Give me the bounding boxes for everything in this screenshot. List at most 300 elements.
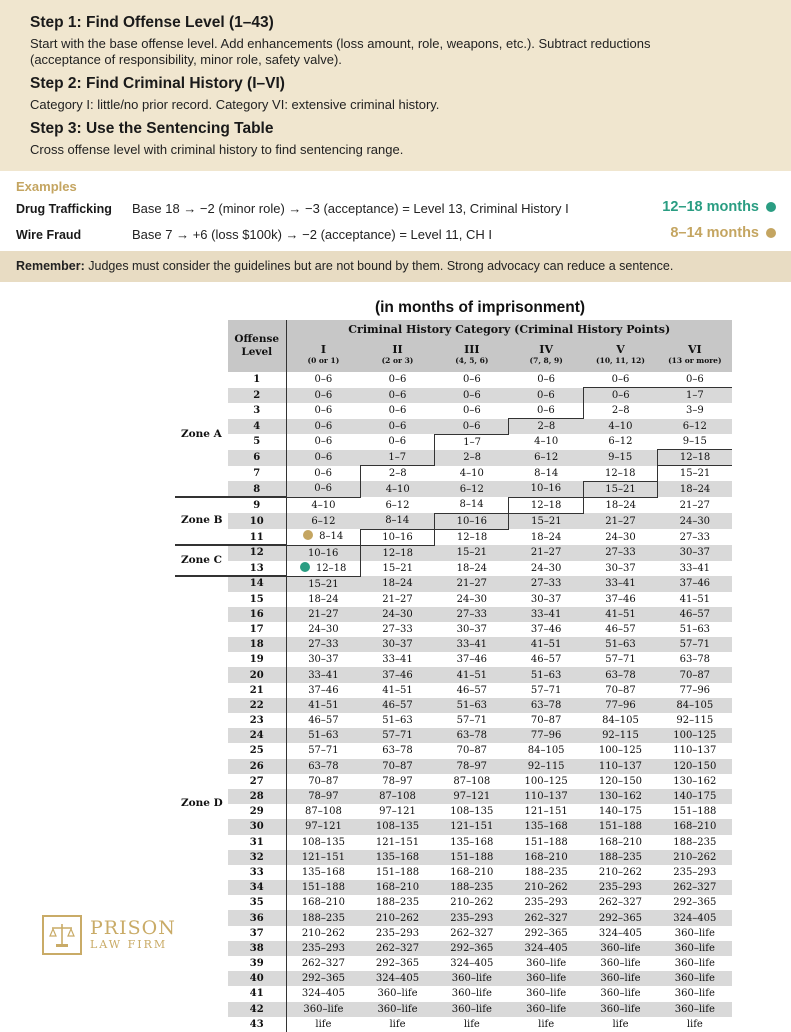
sentence-range-cell: 135–168 <box>360 850 434 865</box>
table-row <box>228 926 732 941</box>
sentence-range-cell: 0–6 <box>360 419 434 435</box>
sentence-range-cell: 63–78 <box>286 759 360 774</box>
sentence-range-cell: life <box>315 1018 332 1030</box>
sentence-range-cell: 51–63 <box>583 637 657 652</box>
offense-level-cell: 43 <box>228 1017 286 1032</box>
sentence-range-cell: 97–121 <box>379 806 416 818</box>
sentence-range-cell: 46–57 <box>456 684 488 696</box>
sentence-range-cell: 292–365 <box>673 897 717 909</box>
sentence-range-cell: 151–188 <box>583 819 657 834</box>
sentence-range-cell: 87–108 <box>360 789 434 804</box>
sentence-range-cell: 33–41 <box>382 654 413 666</box>
sentence-range-cell: 0–6 <box>685 374 704 385</box>
sentence-range-cell: 188–235 <box>583 850 657 865</box>
sentence-range-cell: 10–16 <box>509 481 583 497</box>
sentence-range-cell: 33–41 <box>286 667 360 682</box>
sentence-range-cell: 151–188 <box>375 866 420 878</box>
sentence-range-cell: 21–27 <box>583 513 657 529</box>
sentence-range-cell: 24–30 <box>308 623 339 635</box>
step-2-body: Category I: little/no prior record. Category VI: extensive criminal history. <box>30 97 440 112</box>
sentence-range-cell: 77–96 <box>679 684 711 696</box>
sentence-range-cell: 360–life <box>658 1002 732 1017</box>
sentence-range-cell: 0–6 <box>388 374 407 386</box>
offense-level-cell: 3 <box>228 403 286 419</box>
offense-level-cell: 18 <box>228 637 286 652</box>
sentence-range-cell: 27–33 <box>286 637 360 652</box>
zone-divider <box>175 575 286 577</box>
sentence-range-cell: 87–108 <box>453 775 491 787</box>
table-row <box>228 497 732 513</box>
category-header-VI <box>658 338 732 372</box>
table-row <box>228 403 732 419</box>
examples-heading: Examples <box>16 179 77 194</box>
table-row <box>228 850 732 865</box>
sentence-range-cell: 324–405 <box>658 910 732 925</box>
sentence-range-cell: 292–365 <box>583 910 657 925</box>
sentence-range-cell: 30–37 <box>530 593 562 605</box>
sentence-range-cell: 27–33 <box>509 576 583 592</box>
offense-level-cell: 33 <box>228 865 286 880</box>
offense-level-cell: 2 <box>228 388 286 404</box>
offense-level-cell: 28 <box>228 789 286 804</box>
sentence-range-cell: 360–life <box>526 988 567 1000</box>
sentence-range-cell: 235–293 <box>583 880 657 895</box>
step-1 <box>30 13 791 68</box>
sentence-range-cell: 360–life <box>674 988 715 1000</box>
sentence-range-cell: 63–78 <box>509 698 583 713</box>
sentence-range-cell: 41–51 <box>435 667 509 682</box>
sentence-range-cell: 6–12 <box>435 481 509 497</box>
table-row <box>228 956 732 971</box>
sentence-range-cell: 324–405 <box>301 988 345 1000</box>
sentence-range-cell: 12–18 <box>286 561 360 577</box>
sentence-range-cell: 41–51 <box>679 593 711 605</box>
table-row <box>228 743 732 758</box>
sentence-range-cell: 33–41 <box>435 637 509 652</box>
offense-level-cell: 30 <box>228 819 286 834</box>
table-row <box>228 607 732 622</box>
sentence-range-cell: 8–14 <box>360 513 434 529</box>
sentence-range-cell: 360–life <box>451 988 492 1000</box>
sentence-range-cell: 0–6 <box>286 388 360 404</box>
offense-level-cell: 10 <box>228 513 286 529</box>
sentence-range-cell: 151–188 <box>435 850 509 865</box>
sentence-range-cell: 70–87 <box>658 667 732 682</box>
offense-level-cell: 27 <box>228 774 286 789</box>
sentence-range-cell: 33–41 <box>679 562 711 574</box>
category-header-II <box>360 338 434 372</box>
sentence-range-cell: 168–210 <box>658 819 732 834</box>
sentence-range-cell: 51–63 <box>286 728 360 743</box>
sentence-range-cell: 210–262 <box>360 910 434 925</box>
sentence-range-cell: 70–87 <box>605 684 636 696</box>
offense-level-cell: 39 <box>228 956 286 971</box>
sentence-range-cell: 121–151 <box>435 819 509 834</box>
sentence-range-cell: 235–293 <box>524 897 568 909</box>
sentence-range-cell: 262–327 <box>450 927 494 939</box>
category-numeral: III <box>464 343 480 356</box>
example-calculation: Base 7 → +6 (loss $100k) → −2 (acceptance) = Level 11, CH I <box>132 227 492 242</box>
sentence-range-cell: 292–365 <box>524 927 568 939</box>
sentence-range-cell: 100–125 <box>524 775 568 787</box>
sentence-range-cell: 10–16 <box>286 545 360 561</box>
sentence-range-cell: 235–293 <box>435 910 509 925</box>
sentence-range-cell: 78–97 <box>435 759 509 774</box>
sentence-range-cell: 120–150 <box>658 759 732 774</box>
sentence-range-cell: 2–8 <box>360 466 434 482</box>
sentence-range-cell: 15–21 <box>360 561 434 577</box>
table-row <box>228 561 732 577</box>
offense-level-cell: 12 <box>228 545 286 561</box>
example-result-text: 12–18 months <box>662 199 759 215</box>
sentencing-table-wrapper <box>228 320 732 1032</box>
offense-level-cell: 24 <box>228 728 286 743</box>
table-row <box>228 835 732 850</box>
sentence-range-cell: 15–21 <box>509 513 583 529</box>
table-row <box>228 880 732 895</box>
sentence-range-cell: 24–30 <box>360 607 434 622</box>
table-row <box>228 819 732 834</box>
sentence-range-cell: 360–life <box>360 1002 434 1017</box>
sentence-range-cell: 108–135 <box>450 806 494 818</box>
sentence-range-cell: 10–16 <box>360 529 434 545</box>
sentence-range-cell: 210–262 <box>301 927 345 939</box>
sentence-range-cell: 188–235 <box>673 836 717 848</box>
sentence-range-cell: 77–96 <box>509 728 583 743</box>
sentence-range-cell: 15–21 <box>286 576 360 592</box>
sentence-range-cell: 168–210 <box>598 836 643 848</box>
sentence-range-cell: 210–262 <box>598 866 643 878</box>
sentence-range-cell: 4–10 <box>459 467 484 479</box>
sentence-range-cell: 41–51 <box>583 607 657 622</box>
sentence-range-cell: 18–24 <box>360 576 434 592</box>
sentence-range-cell: 2–8 <box>509 419 583 435</box>
offense-header-line-1: Offense <box>234 333 280 345</box>
sentence-range-cell: 360–life <box>435 971 509 986</box>
example-drug-trafficking <box>16 199 776 219</box>
step-1-title: Step 1: Find Offense Level (1–43) <box>30 14 274 31</box>
table-row <box>228 450 732 466</box>
sentence-range-cell: 324–405 <box>360 971 434 986</box>
sentence-range-cell: 6–12 <box>658 419 732 435</box>
sentence-range-cell: 210–262 <box>450 897 494 909</box>
sentence-range-cell: 97–121 <box>286 819 360 834</box>
sentence-range-cell: 57–71 <box>456 715 488 727</box>
sentence-range-cell: 41–51 <box>509 637 583 652</box>
offense-level-cell: 25 <box>228 743 286 758</box>
table-row <box>228 419 732 435</box>
offense-level-cell: 36 <box>228 910 286 925</box>
example-calculation: Base 18 → −2 (minor role) → −3 (acceptance) = Level 13, Criminal History I <box>132 201 569 216</box>
sentence-range-cell: 24–30 <box>658 513 732 529</box>
remember-text: Judges must consider the guidelines but are not bound by them. Strong advocacy can reduce a sentence. <box>88 259 674 273</box>
offense-level-cell: 23 <box>228 713 286 728</box>
sentence-range-cell: life <box>612 1018 629 1030</box>
category-points: (4, 5, 6) <box>455 356 489 365</box>
table-row <box>228 622 732 637</box>
sentence-range-cell: 10–16 <box>435 513 509 529</box>
sentence-range-cell: 37–46 <box>456 654 488 666</box>
sentence-range-cell: 360–life <box>600 958 641 970</box>
table-row <box>228 667 732 682</box>
sentence-range-cell: 30–37 <box>658 545 732 561</box>
sentence-range-cell: 41–51 <box>382 684 413 696</box>
offense-level-cell: 21 <box>228 683 286 698</box>
offense-level-cell: 41 <box>228 986 286 1001</box>
sentence-range-cell: 8–14 <box>534 467 559 479</box>
sentence-range-cell: 360–life <box>583 1002 657 1017</box>
table-row <box>228 759 732 774</box>
table-row <box>228 683 732 698</box>
category-numeral: VI <box>687 343 702 356</box>
sentence-range-cell: 292–365 <box>286 971 360 986</box>
sentence-range-cell: 135–168 <box>509 819 583 834</box>
sentence-range-cell: 70–87 <box>308 775 339 787</box>
sentence-range-cell: 262–327 <box>658 880 732 895</box>
sentence-range-cell: 70–87 <box>360 759 434 774</box>
sentence-range-cell: 360–life <box>674 927 715 939</box>
sentence-range-cell: 70–87 <box>530 715 562 727</box>
sentence-range-cell: 110–137 <box>583 759 657 774</box>
sentence-range-cell: 188–235 <box>286 910 360 925</box>
step-2-title: Step 2: Find Criminal History (I–VI) <box>30 75 285 92</box>
table-row <box>228 804 732 819</box>
table-row <box>228 545 732 561</box>
offense-level-cell: 15 <box>228 592 286 607</box>
step-3-title: Step 3: Use the Sentencing Table <box>30 120 274 137</box>
sentence-range-cell: 18–24 <box>530 531 562 543</box>
sentence-range-cell: 151–188 <box>286 880 360 895</box>
category-header-III <box>435 338 509 372</box>
sentence-range-cell: 360–life <box>658 941 732 956</box>
table-row <box>228 466 732 482</box>
sentence-range-cell: 324–405 <box>598 927 643 939</box>
zone-label: Zone A <box>181 427 222 440</box>
sentence-range-cell: 63–78 <box>435 728 509 743</box>
category-points: (13 or more) <box>668 356 722 365</box>
sentence-range-cell: 51–63 <box>679 623 711 635</box>
offense-level-cell: 40 <box>228 971 286 986</box>
offense-header-line-2: Level <box>241 346 273 358</box>
sentence-range-cell: 1–7 <box>435 434 509 450</box>
sentence-range-cell: 92–115 <box>583 728 657 743</box>
offense-level-header <box>228 320 286 372</box>
sentence-range-cell: 6–12 <box>286 513 360 529</box>
offense-level-cell: 17 <box>228 622 286 637</box>
sentence-range-cell: 92–115 <box>676 715 714 727</box>
sentence-range-cell: 46–57 <box>308 715 339 727</box>
sentence-range-cell: 84–105 <box>527 745 565 757</box>
sentence-range-cell: 12–18 <box>435 529 509 545</box>
zone-divider <box>175 544 286 546</box>
sentence-range-cell: 57–71 <box>308 745 339 757</box>
sentence-range-cell: life <box>389 1018 406 1030</box>
sentence-range-cell: 262–327 <box>301 958 345 970</box>
sentence-range-cell: 210–262 <box>658 850 732 865</box>
sentence-range-cell: 140–175 <box>598 806 643 818</box>
sentence-range-cell: 46–57 <box>530 654 562 666</box>
step-2 <box>30 74 791 113</box>
sentence-range-cell: 0–6 <box>360 388 434 404</box>
sentence-range-cell: 6–12 <box>385 499 410 511</box>
sentence-range-cell: 24–30 <box>605 531 636 543</box>
zone-divider <box>175 496 286 498</box>
sentence-range-cell: 46–57 <box>605 623 636 635</box>
sentence-range-cell: 21–27 <box>286 607 360 622</box>
sentence-range-cell: 0–6 <box>388 436 407 448</box>
sentence-range-cell: 63–78 <box>583 667 657 682</box>
sentence-range-cell: 360–life <box>526 958 567 970</box>
sentence-range-cell: 57–71 <box>530 684 562 696</box>
logo-line-2: LAW FIRM <box>90 938 168 951</box>
table-row <box>228 910 732 925</box>
steps-panel <box>0 0 791 171</box>
sentence-range-cell: 87–108 <box>305 806 342 818</box>
table-row <box>228 941 732 956</box>
sentence-range-cell: 21–27 <box>382 593 413 605</box>
sentence-range-cell: 4–10 <box>360 481 434 497</box>
sentence-range-cell: life <box>463 1018 480 1030</box>
sentence-range-cell: 30–37 <box>308 654 339 666</box>
table-row <box>228 728 732 743</box>
zone-label: Zone C <box>181 554 222 566</box>
offense-level-cell: 42 <box>228 1002 286 1017</box>
sentence-range-cell: 324–405 <box>509 941 583 956</box>
sentence-range-cell: 324–405 <box>450 958 494 970</box>
sentence-range-cell: 130–162 <box>673 775 717 787</box>
sentence-range-cell: 21–27 <box>679 499 711 511</box>
sentence-range-cell: 1–7 <box>360 450 434 466</box>
category-points: (7, 8, 9) <box>529 356 563 365</box>
sentence-range-cell: 3–9 <box>685 405 704 417</box>
sentence-range-cell: 168–210 <box>360 880 434 895</box>
table-row <box>228 698 732 713</box>
sentence-range-cell: 0–6 <box>583 388 657 404</box>
sentence-range-cell: 37–46 <box>530 623 562 635</box>
sentence-range-cell: 168–210 <box>301 897 345 909</box>
sentence-range-cell: 360–life <box>600 988 641 1000</box>
category-numeral: I <box>320 343 326 356</box>
sentence-range-cell: 360–life <box>509 1002 583 1017</box>
sentence-range-cell: 21–27 <box>435 576 509 592</box>
sentence-range-cell: 92–115 <box>509 759 583 774</box>
sentence-range-cell: 27–33 <box>382 623 413 635</box>
sentence-range-cell: 37–46 <box>308 684 339 696</box>
table-row <box>228 895 732 910</box>
sentence-range-cell: 0–6 <box>462 374 481 386</box>
offense-level-cell: 26 <box>228 759 286 774</box>
sentence-range-cell: 210–262 <box>509 880 583 895</box>
table-row <box>228 986 732 1001</box>
remember-note <box>0 251 791 282</box>
sentence-range-cell: 15–21 <box>658 466 732 482</box>
offense-level-cell: 22 <box>228 698 286 713</box>
sentence-range-cell: 84–105 <box>602 715 639 727</box>
scales-of-justice-icon <box>42 915 82 955</box>
sentence-range-cell: 0–6 <box>286 481 360 497</box>
category-numeral: V <box>616 343 625 356</box>
sentence-range-cell: 0–6 <box>286 419 360 435</box>
sentence-range-cell: 4–10 <box>286 497 360 513</box>
sentence-range-cell: 292–365 <box>375 958 420 970</box>
sentence-range-cell: 0–6 <box>462 405 481 417</box>
sentence-range-cell: 108–135 <box>360 819 434 834</box>
sentence-range-cell: 97–121 <box>435 789 509 804</box>
sentence-range-cell: 15–21 <box>435 545 509 561</box>
category-points: (2 or 3) <box>381 356 414 365</box>
step-1-body: Start with the base offense level. Add enhancements (loss amount, role, weapons, etc.). Subtract reductions (acceptance of responsibility, minor role, safety valve). <box>30 36 651 67</box>
sentence-range-cell: 0–6 <box>286 450 360 466</box>
sentence-range-cell: 51–63 <box>382 715 413 727</box>
sentence-range-cell: 46–57 <box>360 698 434 713</box>
offense-level-cell: 29 <box>228 804 286 819</box>
table-row <box>228 713 732 728</box>
sentence-range-cell: 188–235 <box>524 866 568 878</box>
table-row <box>228 592 732 607</box>
table-row <box>228 637 732 652</box>
sentence-range-cell: 262–327 <box>598 897 643 909</box>
sentence-range-cell: 0–6 <box>611 374 630 385</box>
table-row <box>228 576 732 592</box>
sentence-range-cell: 360–life <box>674 958 715 970</box>
sentence-range-cell: 121–151 <box>286 850 360 865</box>
sentence-range-cell: 135–168 <box>301 866 345 878</box>
category-numeral: IV <box>539 343 553 356</box>
offense-level-cell: 20 <box>228 667 286 682</box>
sentence-range-cell: 0–6 <box>314 467 333 479</box>
table-row <box>228 529 732 545</box>
offense-level-cell: 35 <box>228 895 286 910</box>
example-marker-dot-icon <box>303 530 313 540</box>
sentence-range-cell: 235–293 <box>286 941 360 956</box>
sentence-range-cell: 8–14 <box>286 529 360 545</box>
sentence-range-cell: 37–46 <box>605 593 636 605</box>
sentence-range-cell: 24–30 <box>456 593 488 605</box>
sentence-range-cell: 235–293 <box>375 927 420 939</box>
sentence-range-cell: 0–6 <box>509 388 583 404</box>
example-result-text: 8–14 months <box>670 225 759 241</box>
table-row <box>228 1017 732 1032</box>
sentence-range-cell: 4–10 <box>583 419 657 435</box>
logo-text <box>90 918 176 952</box>
sentence-range-cell: 33–41 <box>509 607 583 622</box>
zone-label: Zone B <box>181 514 223 526</box>
offense-level-cell: 4 <box>228 419 286 435</box>
example-marker-dot-icon <box>300 562 310 572</box>
sentence-range-cell: 37–46 <box>360 667 434 682</box>
sentence-range-cell: 51–63 <box>435 698 509 713</box>
category-header-I <box>286 338 360 372</box>
offense-level-cell: 14 <box>228 576 286 592</box>
sentence-range-cell: 4–10 <box>534 436 559 448</box>
table-row <box>228 789 732 804</box>
sentence-range-cell: 120–150 <box>598 775 643 787</box>
sentence-range-cell: 12–18 <box>658 450 732 466</box>
table-row <box>228 513 732 529</box>
table-row <box>228 372 732 388</box>
step-3 <box>30 119 791 158</box>
sentence-range-cell: 18–24 <box>308 593 339 605</box>
sentence-range-cell: 41–51 <box>286 698 360 713</box>
example-name: Drug Trafficking <box>16 202 112 216</box>
offense-level-cell: 8 <box>228 481 286 497</box>
sentence-range-cell: 8–14 <box>459 499 484 511</box>
criminal-history-header: Criminal History Category (Criminal History Points) <box>286 320 732 338</box>
sentence-range-cell: 262–327 <box>509 910 583 925</box>
category-header-V <box>583 338 657 372</box>
sentence-range-cell: 9–15 <box>583 450 657 466</box>
sentence-range-cell: 57–71 <box>360 728 434 743</box>
